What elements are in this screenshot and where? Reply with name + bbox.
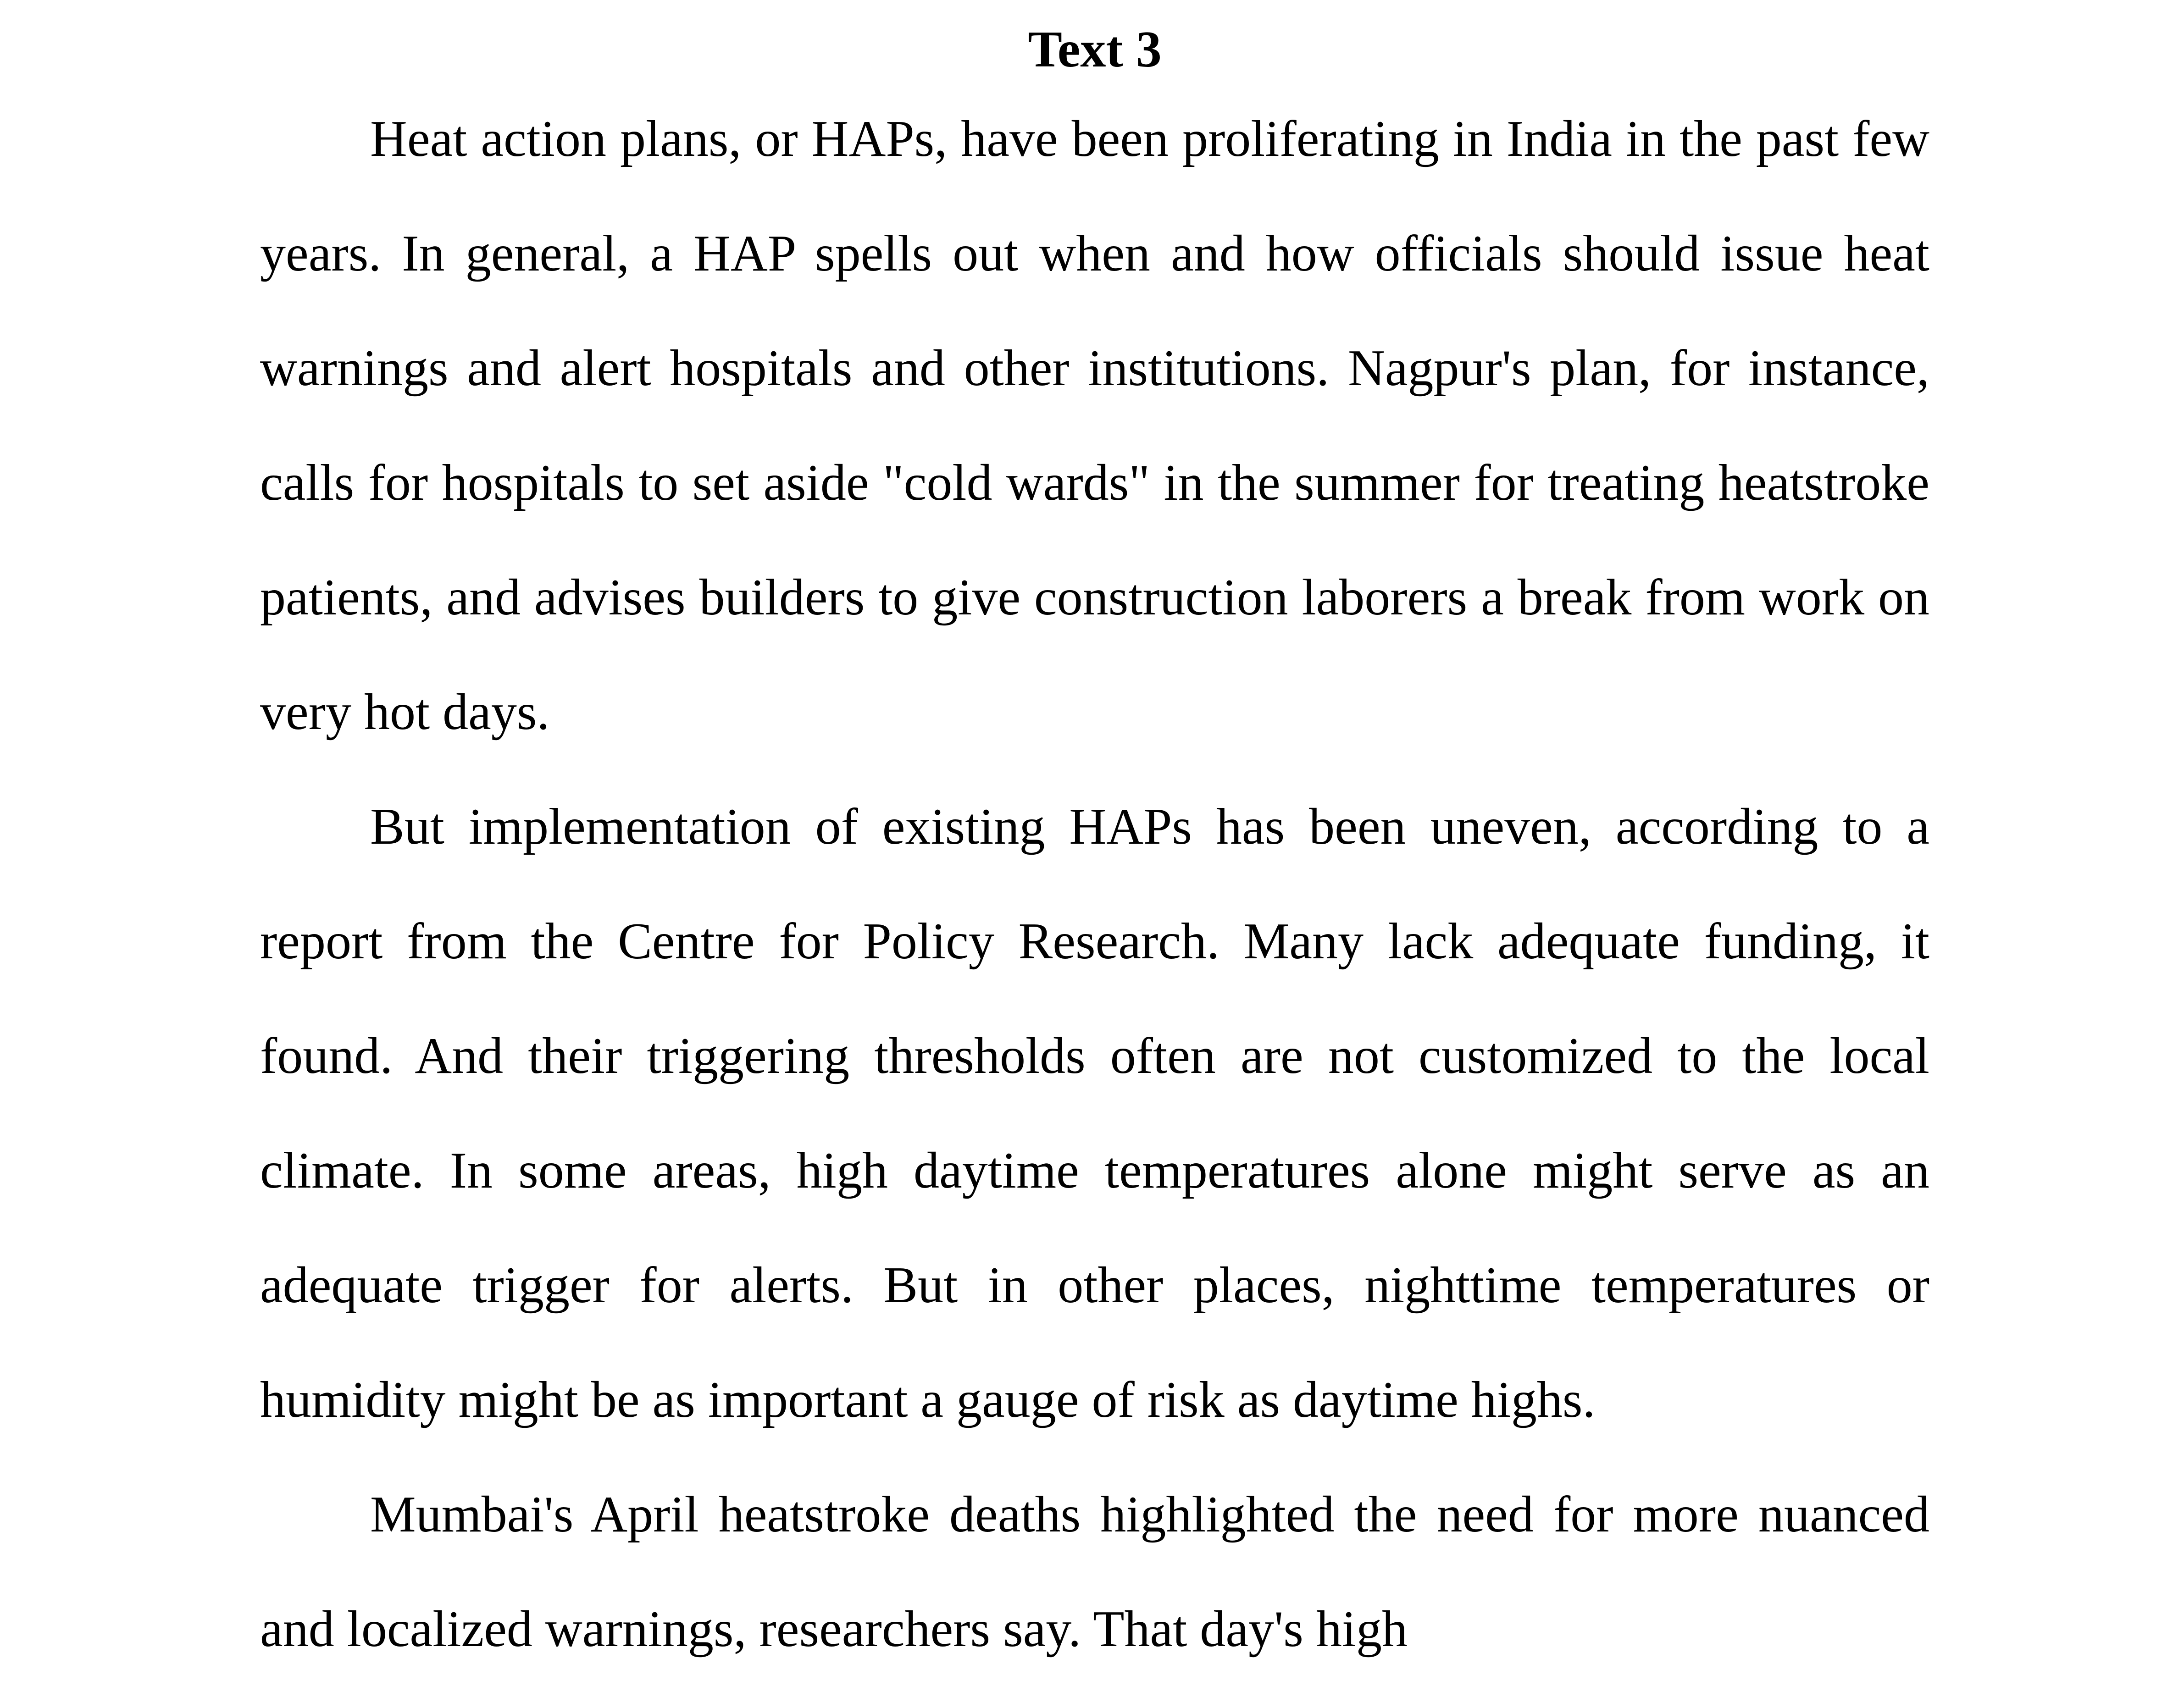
paragraph-1: Heat action plans, or HAPs, have been proliferating in India in the past few years. In general, a HAP spells out when and how officials should issue heat warnings and alert hospitals and other institutions. Nagpur's plan, for instance, calls for hospitals to set aside "cold wards" in the summer for treating heatstroke patients, and advises builders to give construction laborers a break from work on very hot days. [260,111,1929,741]
paragraph-3: Mumbai's April heatstroke deaths highlighted the need for more nuanced and localized warnings, researchers say. That day's high [260,1486,1929,1658]
document-title: Text 3 [1028,21,1162,78]
document-page [260,0,1929,1686]
paragraph-2: But implementation of existing HAPs has been uneven, according to a report from the Centre for Policy Research. Many lack adequate funding, it found. And their triggering thresholds often are not customized to the local climate. In some areas, high daytime temperatures alone might serve as an adequate trigger for alerts. But in other places, nighttime temperatures or humidity might be as important a gauge of risk as daytime highs. [260,798,1929,1428]
